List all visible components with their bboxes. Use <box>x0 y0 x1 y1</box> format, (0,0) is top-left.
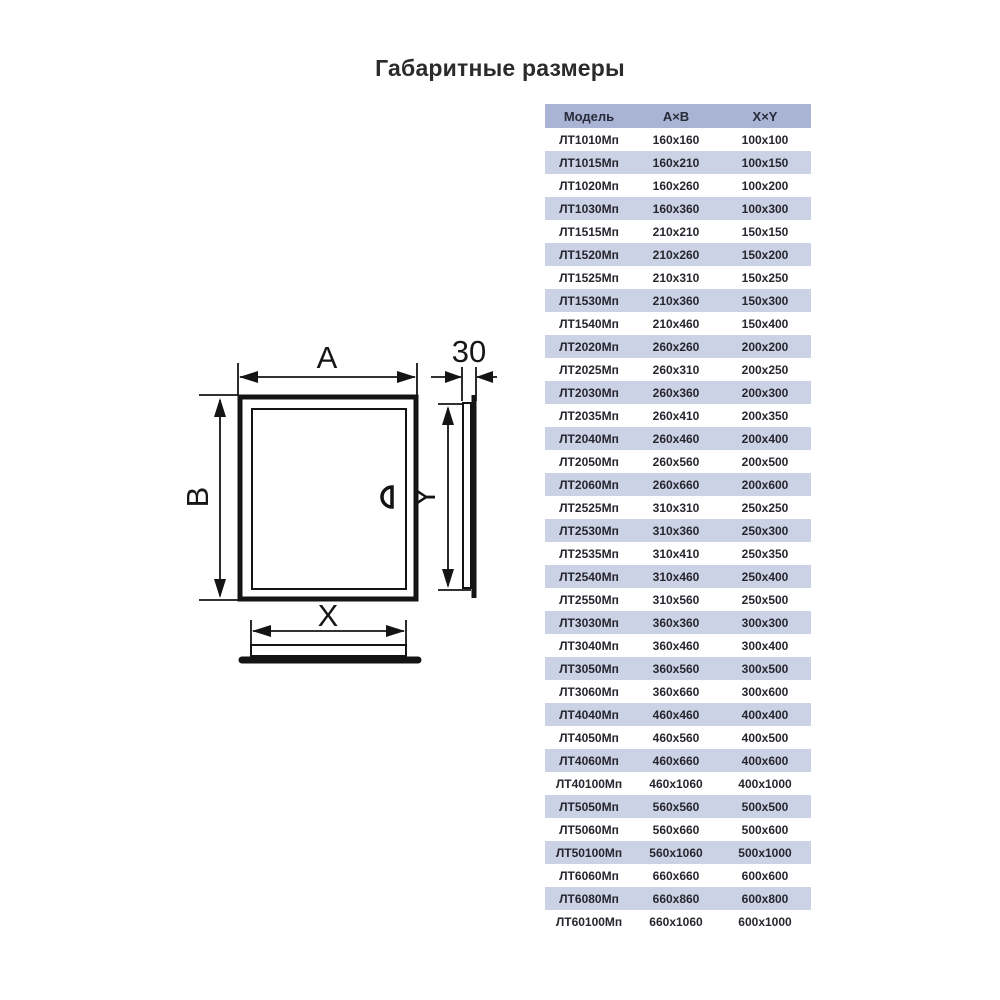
cell-xxy: 200x500 <box>741 454 789 469</box>
cell-xxy: 600x600 <box>741 868 789 883</box>
cell-xxy: 250x300 <box>741 523 789 538</box>
cell-model: ЛТ2550Мп <box>559 592 619 607</box>
bottom-frame <box>251 645 406 656</box>
cell-xxy: 150x300 <box>741 293 789 308</box>
cell-xxy: 300x300 <box>741 615 789 630</box>
table-row <box>545 289 811 312</box>
cell-xxy: 400x400 <box>741 707 789 722</box>
cell-xxy: 200x600 <box>741 477 789 492</box>
cell-axb: 260x310 <box>652 362 700 377</box>
cell-xxy: 150x400 <box>741 316 789 331</box>
dimension-b <box>180 395 238 600</box>
page-title: Габаритные размеры <box>375 55 625 81</box>
cell-model: ЛТ1540Мп <box>559 316 619 331</box>
cell-model: ЛТ1520Мп <box>559 247 619 262</box>
table-row <box>545 496 811 519</box>
table-row <box>545 151 811 174</box>
cell-axb: 210x360 <box>652 293 700 308</box>
table-row <box>545 795 811 818</box>
table-row <box>545 634 811 657</box>
cell-model: ЛТ3030Мп <box>559 615 619 630</box>
cell-model: ЛТ2060Мп <box>559 477 619 492</box>
cell-axb: 660x860 <box>652 891 700 906</box>
cell-model: ЛТ2050Мп <box>559 454 619 469</box>
cell-axb: 260x410 <box>652 408 700 423</box>
cell-model: ЛТ40100Мп <box>555 776 623 791</box>
cell-axb: 460x660 <box>652 753 700 768</box>
table-row <box>545 197 811 220</box>
cell-model: ЛТ50100Мп <box>555 845 623 860</box>
side-view <box>463 395 474 598</box>
front-view <box>240 397 416 599</box>
cell-axb: 660x660 <box>652 868 700 883</box>
cell-model: ЛТ2530Мп <box>559 523 619 538</box>
cell-axb: 360x460 <box>652 638 700 653</box>
cell-xxy: 100x150 <box>741 155 789 170</box>
table-row <box>545 910 811 933</box>
cell-xxy: 250x350 <box>741 546 789 561</box>
cell-xxy: 150x150 <box>741 224 789 239</box>
cell-model: ЛТ1015Мп <box>559 155 619 170</box>
cell-model: ЛТ5050Мп <box>559 799 619 814</box>
cell-axb: 310x310 <box>652 500 700 515</box>
cell-model: ЛТ3040Мп <box>559 638 619 653</box>
cell-xxy: 400x500 <box>741 730 789 745</box>
table-row <box>545 312 811 335</box>
table-row <box>545 818 811 841</box>
cell-axb: 260x260 <box>652 339 700 354</box>
cell-xxy: 200x400 <box>741 431 789 446</box>
cell-model: ЛТ4050Мп <box>559 730 619 745</box>
table-row <box>545 450 811 473</box>
arrowhead-icon <box>252 625 271 637</box>
cell-model: ЛТ1030Мп <box>559 201 619 216</box>
cell-model: ЛТ60100Мп <box>555 914 623 929</box>
cell-xxy: 600x800 <box>741 891 789 906</box>
column-header-model: Модель <box>563 108 615 124</box>
cell-xxy: 400x1000 <box>738 776 792 791</box>
cell-axb: 160x360 <box>652 201 700 216</box>
cell-xxy: 250x250 <box>741 500 789 515</box>
cell-axb: 210x310 <box>652 270 700 285</box>
cell-axb: 560x560 <box>652 799 700 814</box>
column-header-xxy: X×Y <box>752 108 778 124</box>
side-frame <box>463 403 471 588</box>
cell-xxy: 100x200 <box>741 178 789 193</box>
cell-model: ЛТ2025Мп <box>559 362 619 377</box>
cell-xxy: 500x500 <box>741 799 789 814</box>
cell-axb: 310x560 <box>652 592 700 607</box>
cell-model: ЛТ3060Мп <box>559 684 619 699</box>
cell-model: ЛТ4060Мп <box>559 753 619 768</box>
cell-axb: 260x560 <box>652 454 700 469</box>
cell-xxy: 500x600 <box>741 822 789 837</box>
label-b: B <box>180 486 215 508</box>
table-row <box>545 841 811 864</box>
table-row <box>545 358 811 381</box>
arrowhead-icon <box>397 371 416 383</box>
cell-model: ЛТ2030Мп <box>559 385 619 400</box>
cell-model: ЛТ2040Мп <box>559 431 619 446</box>
column-header-axb: А×В <box>662 108 690 124</box>
cell-xxy: 500x1000 <box>738 845 792 860</box>
arrowhead-icon <box>214 398 226 417</box>
cell-model: ЛТ5060Мп <box>559 822 619 837</box>
cell-axb: 360x560 <box>652 661 700 676</box>
dimensions-table <box>545 104 811 933</box>
table-row <box>545 611 811 634</box>
bottom-view <box>242 645 418 660</box>
cell-xxy: 250x500 <box>741 592 789 607</box>
cell-axb: 210x260 <box>652 247 700 262</box>
cell-model: ЛТ2035Мп <box>559 408 619 423</box>
table-row <box>545 243 811 266</box>
table-row <box>545 726 811 749</box>
label-x: X <box>317 598 339 633</box>
table-row <box>545 749 811 772</box>
table-row <box>545 266 811 289</box>
table-row <box>545 542 811 565</box>
dimension-a <box>238 340 417 395</box>
table-row <box>545 128 811 151</box>
table-row <box>545 427 811 450</box>
cell-axb: 660x1060 <box>649 914 703 929</box>
table-row <box>545 174 811 197</box>
cell-axb: 310x460 <box>652 569 700 584</box>
arrowhead-icon <box>239 371 258 383</box>
cell-xxy: 100x100 <box>741 132 789 147</box>
cell-axb: 260x660 <box>652 477 700 492</box>
dimension-depth <box>431 334 497 401</box>
arrowhead-icon <box>445 371 462 383</box>
cell-xxy: 600x1000 <box>738 914 792 929</box>
arrowhead-icon <box>476 371 493 383</box>
table-row <box>545 680 811 703</box>
label-a: A <box>316 340 338 375</box>
cell-axb: 460x1060 <box>649 776 703 791</box>
cell-model: ЛТ3050Мп <box>559 661 619 676</box>
cell-model: ЛТ2540Мп <box>559 569 619 584</box>
table-row <box>545 588 811 611</box>
cell-axb: 460x560 <box>652 730 700 745</box>
cell-axb: 360x660 <box>652 684 700 699</box>
table-row <box>545 473 811 496</box>
table-row <box>545 335 811 358</box>
label-y: Y <box>407 486 442 508</box>
table-row <box>545 519 811 542</box>
cell-model: ЛТ2020Мп <box>559 339 619 354</box>
arrowhead-icon <box>386 625 405 637</box>
dimension-x <box>251 598 406 650</box>
table-row <box>545 404 811 427</box>
cell-axb: 210x210 <box>652 224 700 239</box>
cell-xxy: 400x600 <box>741 753 789 768</box>
cell-axb: 560x1060 <box>649 845 703 860</box>
cell-axb: 260x460 <box>652 431 700 446</box>
cell-model: ЛТ1515Мп <box>559 224 619 239</box>
cell-axb: 560x660 <box>652 822 700 837</box>
door-handle-icon <box>382 487 392 507</box>
table-row <box>545 381 811 404</box>
cell-axb: 260x360 <box>652 385 700 400</box>
cell-axb: 460x460 <box>652 707 700 722</box>
arrowhead-icon <box>442 406 454 425</box>
cell-model: ЛТ6080Мп <box>559 891 619 906</box>
arrowhead-icon <box>442 569 454 588</box>
cell-model: ЛТ6060Мп <box>559 868 619 883</box>
cell-xxy: 150x200 <box>741 247 789 262</box>
cell-axb: 360x360 <box>652 615 700 630</box>
cell-model: ЛТ2525Мп <box>559 500 619 515</box>
table-row <box>545 887 811 910</box>
cell-xxy: 150x250 <box>741 270 789 285</box>
cell-model: ЛТ1530Мп <box>559 293 619 308</box>
cell-xxy: 100x300 <box>741 201 789 216</box>
table-row <box>545 772 811 795</box>
cell-model: ЛТ1010Мп <box>559 132 619 147</box>
cell-model: ЛТ1020Мп <box>559 178 619 193</box>
cell-xxy: 200x200 <box>741 339 789 354</box>
cell-xxy: 300x600 <box>741 684 789 699</box>
cell-axb: 160x160 <box>652 132 700 147</box>
table-row <box>545 657 811 680</box>
label-depth: 30 <box>451 334 487 369</box>
cell-axb: 310x360 <box>652 523 700 538</box>
cell-xxy: 300x500 <box>741 661 789 676</box>
cell-model: ЛТ1525Мп <box>559 270 619 285</box>
arrowhead-icon <box>214 579 226 598</box>
cell-xxy: 250x400 <box>741 569 789 584</box>
cell-xxy: 300x400 <box>741 638 789 653</box>
table-row <box>545 220 811 243</box>
cell-axb: 310x410 <box>652 546 700 561</box>
table-row <box>545 864 811 887</box>
table-row <box>545 703 811 726</box>
cell-axb: 210x460 <box>652 316 700 331</box>
table-body <box>545 128 811 933</box>
cell-xxy: 200x350 <box>741 408 789 423</box>
cell-axb: 160x260 <box>652 178 700 193</box>
dimensions-diagram <box>180 330 510 680</box>
cell-axb: 160x210 <box>652 155 700 170</box>
cell-model: ЛТ4040Мп <box>559 707 619 722</box>
cell-model: ЛТ2535Мп <box>559 546 619 561</box>
cell-xxy: 200x300 <box>741 385 789 400</box>
table-row <box>545 565 811 588</box>
table-header-row <box>545 104 811 128</box>
cell-xxy: 200x250 <box>741 362 789 377</box>
